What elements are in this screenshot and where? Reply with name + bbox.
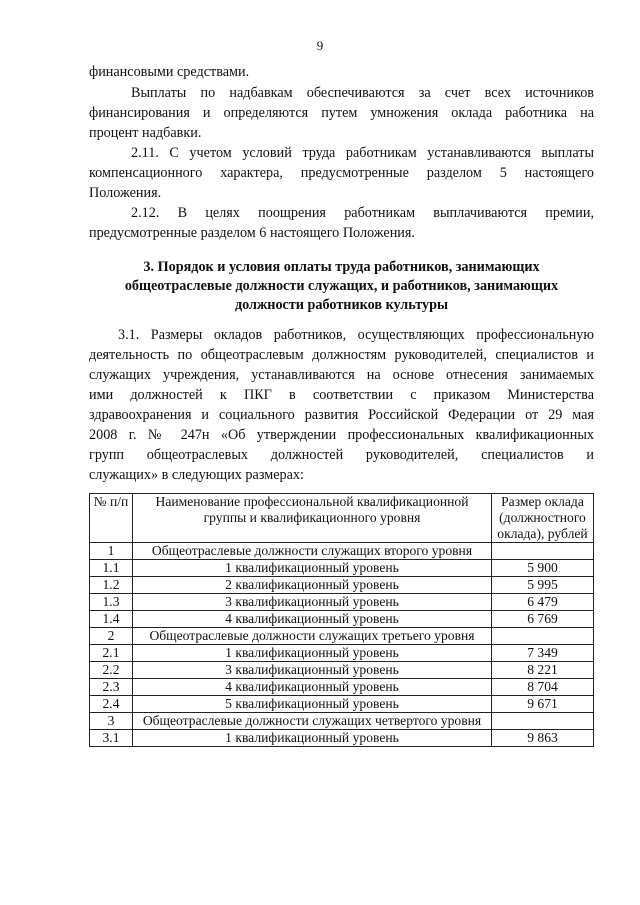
- table-row: [90, 679, 594, 696]
- text-line: Положения.: [89, 185, 162, 201]
- text-line: финансирования и определяются путем умножения оклада работника на: [89, 105, 594, 121]
- row-num: 2.2: [90, 662, 133, 679]
- section-heading: должности работников культуры: [234, 297, 449, 313]
- header-value: Размер оклада (должностного оклада), рублей: [492, 494, 594, 543]
- text-line: служащих» в следующих размерах:: [89, 467, 304, 483]
- row-value: 9 671: [492, 696, 594, 713]
- text-line: компенсационного характера, предусмотренные разделом 5 настоящего: [89, 165, 594, 181]
- row-value: 6 769: [492, 611, 594, 628]
- table-row: [90, 594, 594, 611]
- text-line: ими должностей к ПКГ в соответствии с приказом Министерства: [89, 387, 594, 403]
- row-value: [492, 543, 594, 560]
- text-line: финансовыми средствами.: [89, 64, 250, 80]
- text-line: 2.12. В целях поощрения работникам выплачиваются премии,: [131, 205, 594, 221]
- text-line: 2008 г. № 247н «Об утверждении профессиональных квалификационных: [89, 427, 594, 443]
- row-value: 7 349: [492, 645, 594, 662]
- row-name: 3 квалификационный уровень: [133, 662, 492, 679]
- table-row: [90, 628, 594, 645]
- table-row: [90, 560, 594, 577]
- row-value: [492, 713, 594, 730]
- text-line: процент надбавки.: [89, 125, 202, 141]
- row-value: 8 704: [492, 679, 594, 696]
- text-line: Выплаты по надбавкам обеспечиваются за счет всех источников: [131, 85, 594, 101]
- row-num: 3.1: [90, 730, 133, 747]
- header-name: Наименование профессиональной квалификационной группы и квалификационного уровня: [133, 494, 492, 543]
- row-value: 9 863: [492, 730, 594, 747]
- row-name: 4 квалификационный уровень: [133, 611, 492, 628]
- salary-table: [89, 493, 594, 747]
- row-num: 2.3: [90, 679, 133, 696]
- row-name: 4 квалификационный уровень: [133, 679, 492, 696]
- section-heading: 3. Порядок и условия оплаты труда работников, занимающих: [143, 259, 540, 275]
- table-row: [90, 543, 594, 560]
- row-value: 8 221: [492, 662, 594, 679]
- table-row: [90, 662, 594, 679]
- table-row: [90, 611, 594, 628]
- row-name: 1 квалификационный уровень: [133, 730, 492, 747]
- text-line: 3.1. Размеры окладов работников, осуществляющих профессиональную: [118, 327, 594, 343]
- row-num: 1.2: [90, 577, 133, 594]
- row-num: 2.4: [90, 696, 133, 713]
- section-heading: общеотраслевые должности служащих, и работников, занимающих: [124, 278, 559, 294]
- table-row: [90, 577, 594, 594]
- table-row: [90, 730, 594, 747]
- table-row: [90, 645, 594, 662]
- table-row: [90, 713, 594, 730]
- row-num: 1: [90, 543, 133, 560]
- table-header-row: [90, 494, 594, 543]
- row-name: Общеотраслевые должности служащих третьего уровня: [133, 628, 492, 645]
- row-name: 5 квалификационный уровень: [133, 696, 492, 713]
- text-line: служащих учреждения, устанавливаются на основе отнесения занимаемых: [89, 367, 594, 383]
- row-num: 2.1: [90, 645, 133, 662]
- row-num: 2: [90, 628, 133, 645]
- row-value: 6 479: [492, 594, 594, 611]
- row-num: 3: [90, 713, 133, 730]
- row-name: Общеотраслевые должности служащих четвертого уровня: [133, 713, 492, 730]
- header-num: № п/п: [90, 494, 133, 543]
- text-line: групп общеотраслевых должностей руководителей, специалистов и: [89, 447, 594, 463]
- row-name: 2 квалификационный уровень: [133, 577, 492, 594]
- row-name: 3 квалификационный уровень: [133, 594, 492, 611]
- text-line: здравоохранения и социального развития Российской Федерации от 29 мая: [89, 407, 594, 423]
- row-num: 1.3: [90, 594, 133, 611]
- row-name: 1 квалификационный уровень: [133, 645, 492, 662]
- row-value: 5 995: [492, 577, 594, 594]
- row-value: 5 900: [492, 560, 594, 577]
- row-num: 1.4: [90, 611, 133, 628]
- page-number: 9: [316, 38, 324, 53]
- row-name: 1 квалификационный уровень: [133, 560, 492, 577]
- text-line: предусмотренные разделом 6 настоящего Положения.: [89, 225, 415, 241]
- text-line: 2.11. С учетом условий труда работникам устанавливаются выплаты: [131, 145, 594, 161]
- text-line: деятельность по общеотраслевым должностям руководителей, специалистов и: [89, 347, 594, 363]
- row-num: 1.1: [90, 560, 133, 577]
- table-row: [90, 696, 594, 713]
- row-value: [492, 628, 594, 645]
- row-name: Общеотраслевые должности служащих второго уровня: [133, 543, 492, 560]
